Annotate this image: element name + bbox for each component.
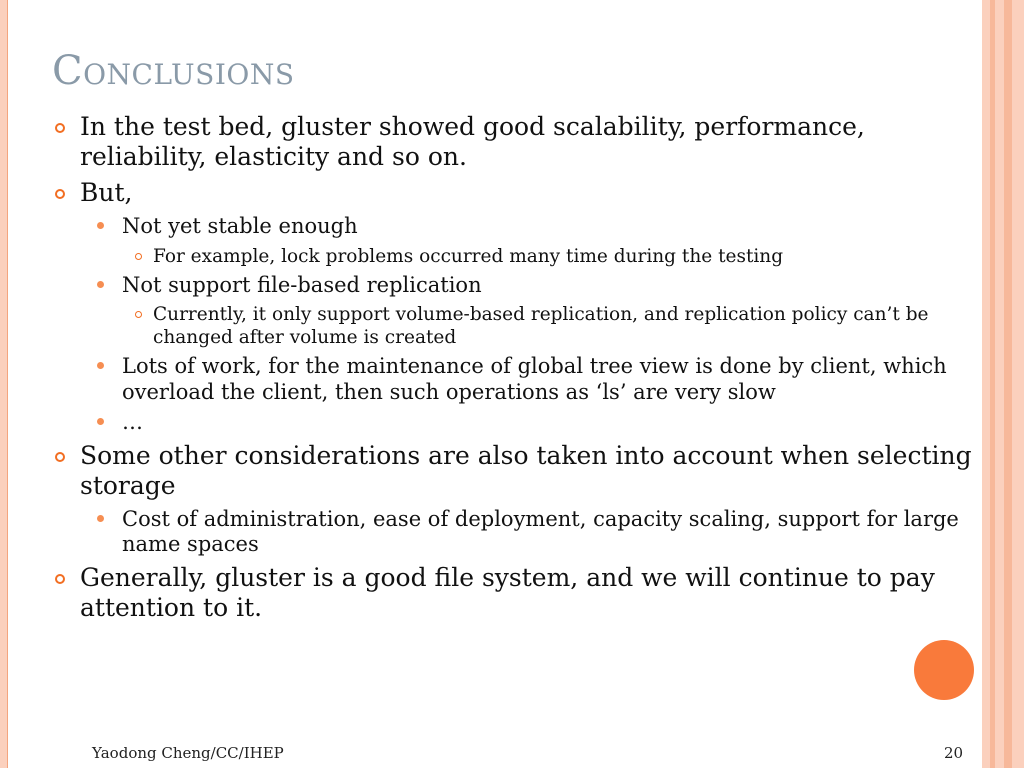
bullet-text: Not yet stable enough <box>122 214 358 238</box>
right-border-stripe <box>1004 0 1012 768</box>
bullet-text: Not support file-based replication <box>122 272 482 297</box>
dot-bullet-icon <box>97 362 104 369</box>
slide-title: Conclusions <box>52 48 295 94</box>
bullet-level2 <box>52 354 977 405</box>
bullet-text: … <box>122 410 143 434</box>
page-number: 20 <box>944 744 964 762</box>
bullet-text: Lots of work, for the maintenance of global tree view is done by client, which overload the client, then such operations as ‘ls’ are very slow <box>122 354 947 404</box>
bullet-text: Generally, gluster is a good file system, and we will continue to pay attention to it. <box>80 562 935 622</box>
bullet-level1 <box>52 112 977 172</box>
right-border-stripe <box>995 0 1004 768</box>
footer-author: Yaodong Cheng/CC/IHEP <box>92 744 284 762</box>
dot-bullet-icon <box>97 515 104 522</box>
bullet-level2 <box>52 273 977 299</box>
bullet-list <box>52 112 977 629</box>
ring-bullet-icon <box>55 574 65 584</box>
decorative-circle <box>914 640 974 700</box>
right-border-stripe <box>1012 0 1024 768</box>
bullet-level2 <box>52 410 977 436</box>
bullet-text: Some other considerations are also taken into account when selecting storage <box>80 440 972 500</box>
bullet-text: Cost of administration, ease of deployment, capacity scaling, support for large name spaces <box>122 506 959 556</box>
bullet-level3 <box>52 245 977 268</box>
bullet-level1 <box>52 178 977 208</box>
bullet-level1 <box>52 441 977 501</box>
dot-bullet-icon <box>97 281 104 288</box>
left-border-stripe <box>0 0 7 768</box>
bullet-level2 <box>52 214 977 240</box>
dot-bullet-icon <box>97 418 104 425</box>
dot-bullet-icon <box>97 222 104 229</box>
ring-bullet-icon <box>55 189 65 199</box>
ring-bullet-icon <box>55 123 65 133</box>
right-border-stripe <box>982 0 990 768</box>
bullet-level3 <box>52 303 977 349</box>
small-ring-bullet-icon <box>135 253 142 260</box>
small-ring-bullet-icon <box>135 311 142 318</box>
bullet-text: In the test bed, gluster showed good scalability, performance, reliability, elasticity and so on. <box>80 112 865 171</box>
bullet-level2 <box>52 507 977 558</box>
ring-bullet-icon <box>55 452 65 462</box>
bullet-text: Currently, it only support volume-based replication, and replication policy can’t be changed after volume is created <box>153 304 929 348</box>
bullet-text: But, <box>80 178 133 207</box>
bullet-text: For example, lock problems occurred many time during the testing <box>153 245 784 267</box>
left-border-line <box>7 0 8 768</box>
bullet-level1 <box>52 563 977 623</box>
